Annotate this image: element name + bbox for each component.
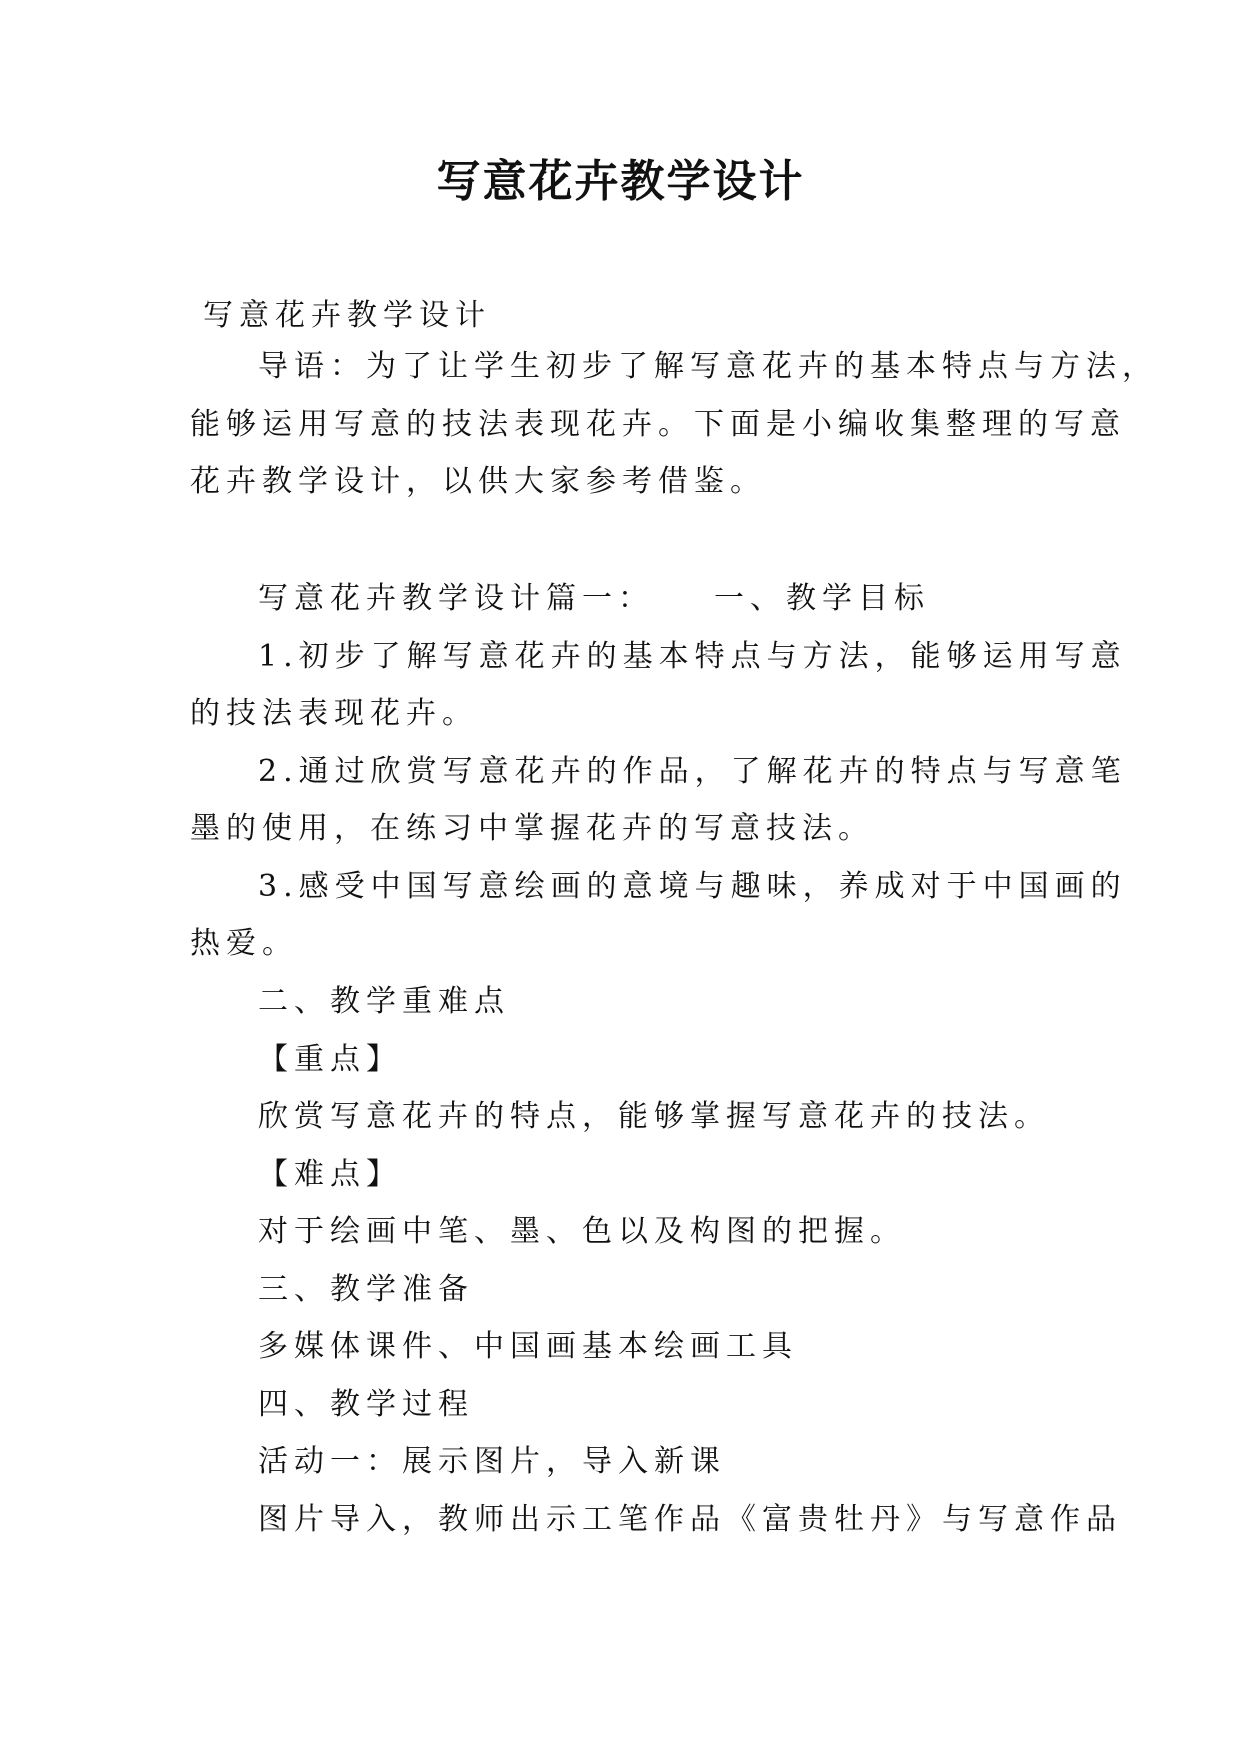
part-one-heading	[258, 579, 930, 619]
objective-2-line-2: 墨的使用，在练习中掌握花卉的写意技法。	[190, 811, 874, 846]
objective-1-line-2: 的技法表现花卉。	[190, 696, 478, 731]
objective-3-line-1: 3.感受中国写意绘画的意境与趣味，养成对于中国画的	[258, 869, 1127, 904]
document-title: 写意花卉教学设计	[436, 156, 805, 207]
preparation-text: 多媒体课件、中国画基本绘画工具	[258, 1329, 798, 1364]
part-one-label: 写意花卉教学设计篇一：	[258, 581, 654, 616]
objective-3-line-2: 热爱。	[190, 926, 298, 961]
section-heading-key-points: 二、教学重难点	[258, 984, 510, 1019]
intro-line-2: 能够运用写意的技法表现花卉。下面是小编收集整理的写意	[190, 407, 1126, 442]
activity-one-heading: 活动一：展示图片，导入新课	[258, 1444, 726, 1479]
section-heading-process: 四、教学过程	[258, 1387, 474, 1422]
objective-1-line-1: 1.初步了解写意花卉的基本特点与方法，能够运用写意	[258, 639, 1127, 674]
difficulty-label: 【难点】	[258, 1157, 402, 1192]
activity-one-text: 图片导入，教师出示工笔作品《富贵牡丹》与写意作品	[258, 1502, 1122, 1537]
document-subtitle: 写意花卉教学设计	[203, 298, 491, 333]
intro-line-3: 花卉教学设计，以供大家参考借鉴。	[190, 464, 766, 499]
section-heading-preparation: 三、教学准备	[258, 1272, 474, 1307]
key-point-text: 欣赏写意花卉的特点，能够掌握写意花卉的技法。	[258, 1099, 1050, 1134]
objective-2-line-1: 2.通过欣赏写意花卉的作品，了解花卉的特点与写意笔	[258, 754, 1127, 789]
key-point-label: 【重点】	[258, 1042, 402, 1077]
section-heading-objectives: 一、教学目标	[714, 581, 930, 616]
difficulty-text: 对于绘画中笔、墨、色以及构图的把握。	[258, 1214, 906, 1249]
intro-line-1: 导语：为了让学生初步了解写意花卉的基本特点与方法，	[258, 349, 1158, 384]
